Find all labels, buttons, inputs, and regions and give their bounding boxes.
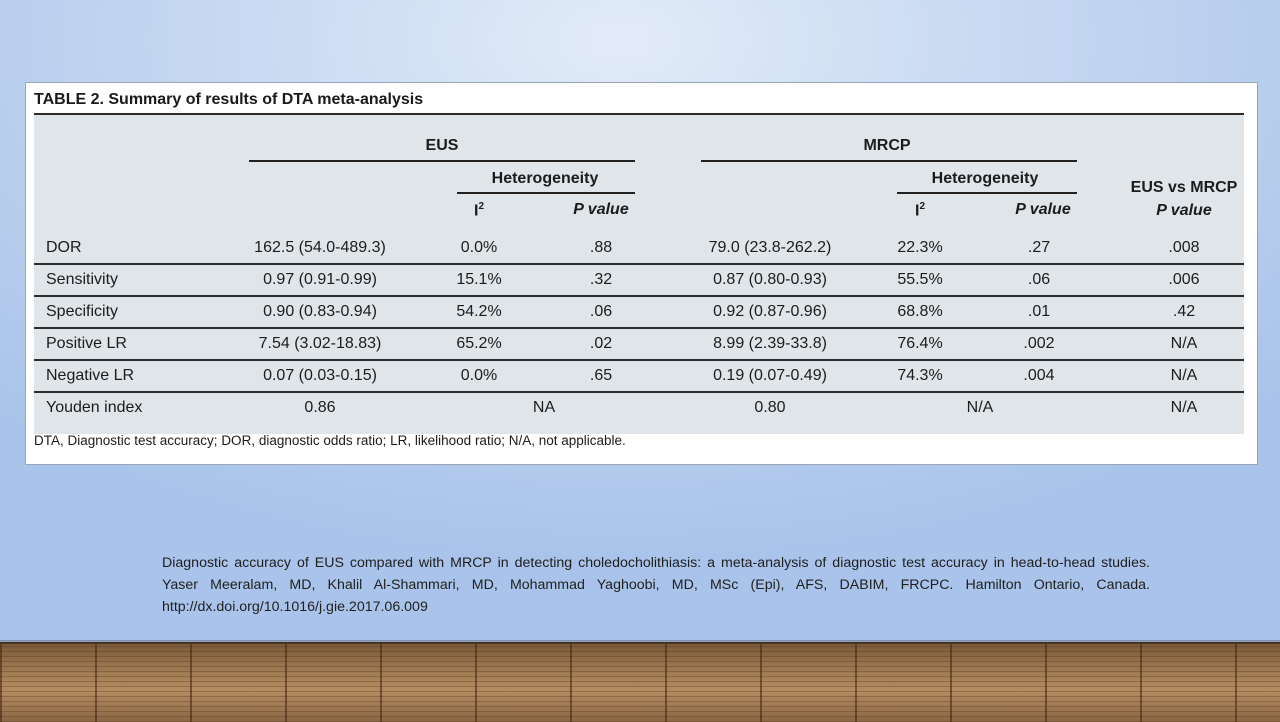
eus-i2: 54.2% <box>456 303 502 320</box>
eus-i2: 0.0% <box>460 367 498 384</box>
citation-caption: Diagnostic accuracy of EUS compared with MRCP in detecting choledocholithiasis: a meta-analysis of diagnostic test accuracy in head-to-head studies. Yaser Meeralam, MD, Khalil Al-Shammari, MD, Mohammad Yaghoobi, MD, MSc (Epi), AFS, DABIM, FRCPC. Hamilton Ontario, Canada. http://dx.doi.org/10.1016/j.gie.2017.06.009 <box>162 555 1150 615</box>
header-compare-line1: EUS vs MRCP <box>1130 179 1238 196</box>
eus-pvalue: .88 <box>589 239 613 256</box>
wooden-floor <box>0 642 1280 722</box>
eus-pvalue: .06 <box>589 303 613 320</box>
row-label: Youden index <box>46 399 143 416</box>
mrcp-i2: 68.8% <box>897 303 943 320</box>
eus-estimate: 0.86 <box>304 399 336 416</box>
header-mrcp-heterogeneity: Heterogeneity <box>931 170 1039 187</box>
eus-heterogeneity-na: NA <box>532 399 556 416</box>
mrcp-i2: 74.3% <box>897 367 943 384</box>
table-title: TABLE 2. Summary of results of DTA meta-analysis <box>34 91 424 108</box>
eus-estimate: 0.97 (0.91-0.99) <box>263 271 377 288</box>
header-compare-line2: P value <box>1156 202 1212 219</box>
mrcp-pvalue: .06 <box>1027 271 1051 288</box>
eus-estimate: 0.07 (0.03-0.15) <box>263 367 377 384</box>
eus-pvalue: .32 <box>589 271 613 288</box>
row-separator <box>34 263 1244 265</box>
rule-mrcp <box>701 160 1077 162</box>
mrcp-i2: 55.5% <box>897 271 943 288</box>
rule-eus-heterogeneity <box>457 192 635 194</box>
table-body <box>34 113 1244 434</box>
row-separator <box>34 359 1244 361</box>
mrcp-pvalue: .01 <box>1027 303 1051 320</box>
row-label: DOR <box>46 239 82 256</box>
rule-mrcp-heterogeneity <box>897 192 1077 194</box>
row-label: Positive LR <box>46 335 127 352</box>
table-footnote: DTA, Diagnostic test accuracy; DOR, diagnostic odds ratio; LR, likelihood ratio; N/A, not applicable. <box>34 433 626 448</box>
compare-pvalue: N/A <box>1170 335 1198 352</box>
mrcp-pvalue: .002 <box>1023 335 1055 352</box>
mrcp-i2: 76.4% <box>897 335 943 352</box>
header-mrcp-i2: $I^2$ <box>914 201 926 220</box>
mrcp-estimate: 79.0 (23.8-262.2) <box>708 239 832 256</box>
row-label: Specificity <box>46 303 119 320</box>
mrcp-heterogeneity-na: N/A <box>966 399 994 416</box>
mrcp-pvalue: .004 <box>1023 367 1055 384</box>
table-image <box>25 82 1258 465</box>
row-separator <box>34 391 1244 393</box>
compare-pvalue: .42 <box>1172 303 1196 320</box>
row-separator <box>34 295 1244 297</box>
eus-estimate: 162.5 (54.0-489.3) <box>254 239 386 256</box>
mrcp-estimate: 0.19 (0.07-0.49) <box>713 367 827 384</box>
compare-pvalue: N/A <box>1170 367 1198 384</box>
mrcp-pvalue: .27 <box>1027 239 1051 256</box>
row-separator <box>34 327 1244 329</box>
compare-pvalue: .006 <box>1168 271 1200 288</box>
rule-eus <box>249 160 635 162</box>
mrcp-estimate: 0.87 (0.80-0.93) <box>713 271 827 288</box>
eus-estimate: 7.54 (3.02-18.83) <box>258 335 382 352</box>
mrcp-estimate: 8.99 (2.39-33.8) <box>713 335 827 352</box>
eus-pvalue: .02 <box>589 335 613 352</box>
compare-pvalue: .008 <box>1168 239 1200 256</box>
eus-i2: 65.2% <box>456 335 502 352</box>
eus-pvalue: .65 <box>589 367 613 384</box>
compare-pvalue: N/A <box>1170 399 1198 416</box>
row-label: Negative LR <box>46 367 135 384</box>
header-mrcp-pvalue: P value <box>1015 201 1071 218</box>
header-eus-i2: $I^2$ <box>473 201 485 220</box>
row-label: Sensitivity <box>46 271 119 288</box>
mrcp-estimate: 0.80 <box>754 399 786 416</box>
header-eus-heterogeneity: Heterogeneity <box>491 170 599 187</box>
eus-estimate: 0.90 (0.83-0.94) <box>263 303 377 320</box>
header-eus-pvalue: P value <box>573 201 629 218</box>
header-mrcp: MRCP <box>863 137 911 154</box>
header-eus: EUS <box>425 137 459 154</box>
mrcp-i2: 22.3% <box>897 239 943 256</box>
mrcp-estimate: 0.92 (0.87-0.96) <box>713 303 827 320</box>
eus-i2: 0.0% <box>460 239 498 256</box>
eus-i2: 15.1% <box>456 271 502 288</box>
